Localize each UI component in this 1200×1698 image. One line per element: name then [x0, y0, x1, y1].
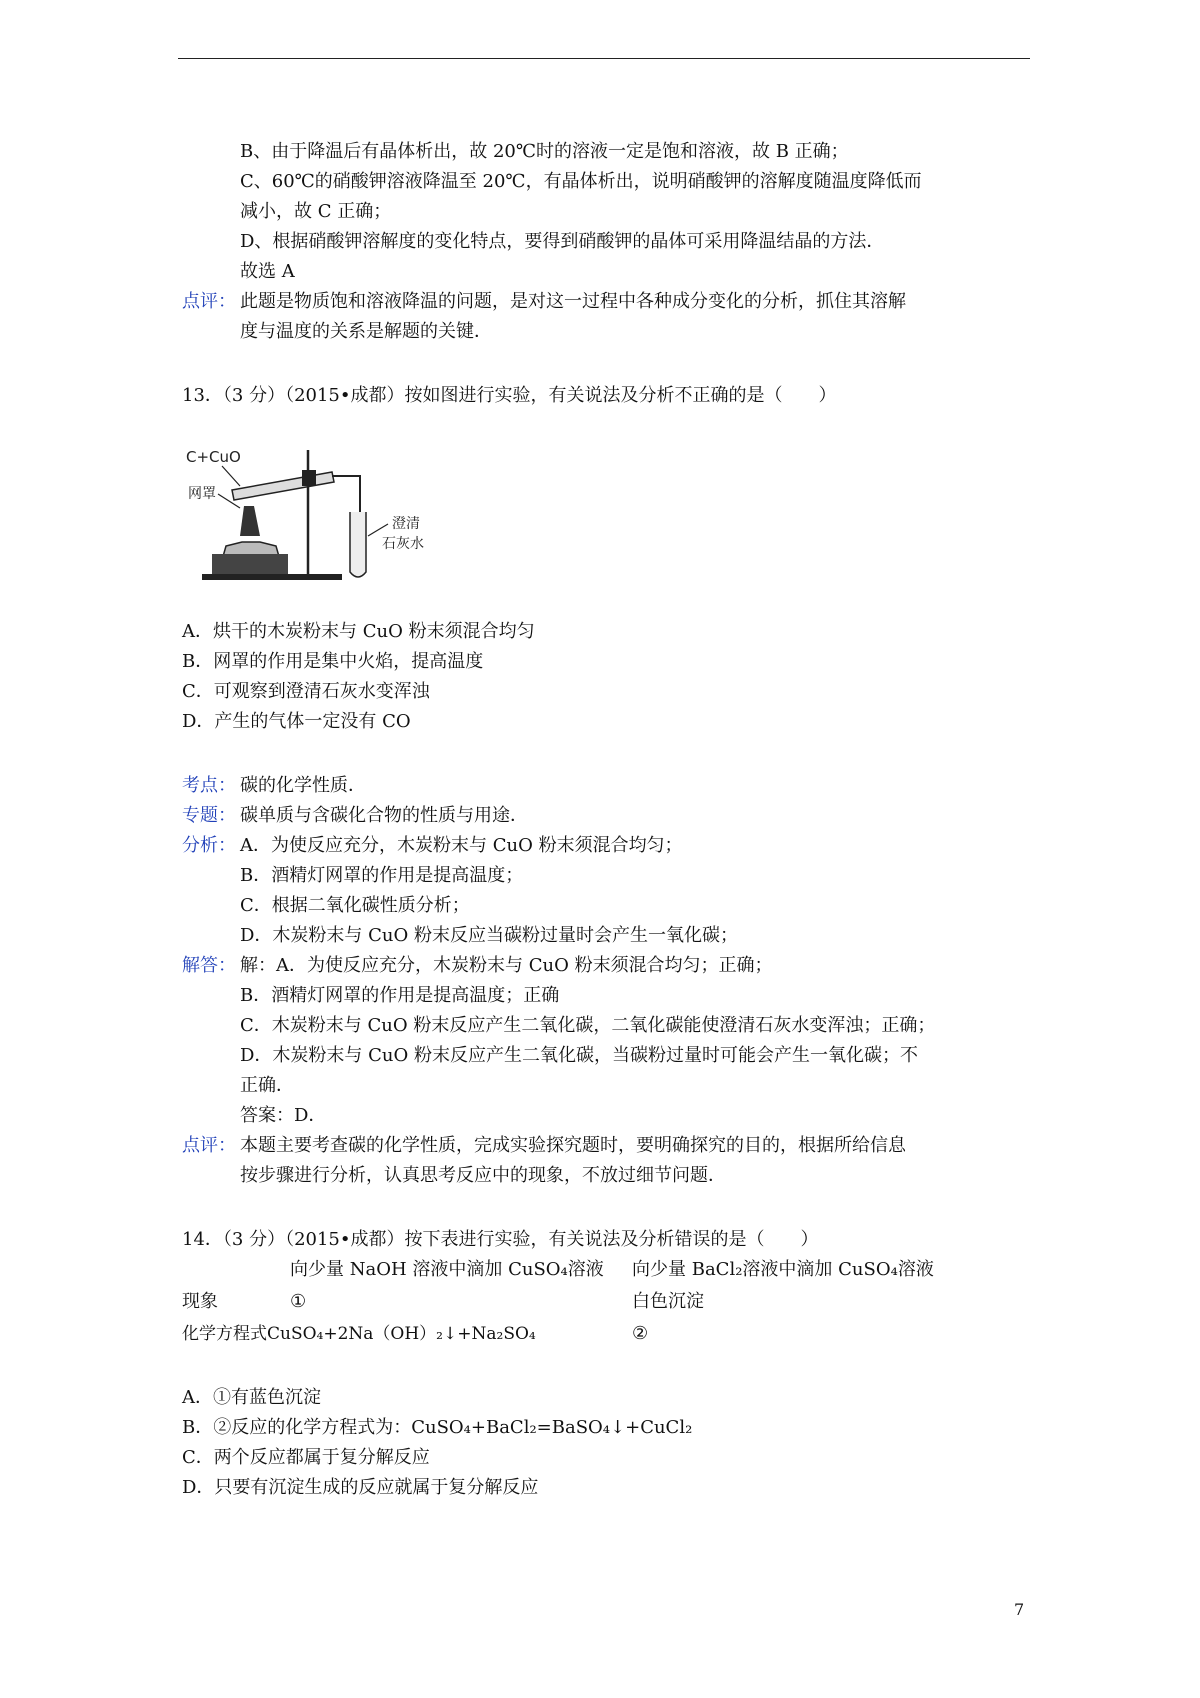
q14-row1-c1: ①: [290, 1291, 307, 1312]
fenxi-line: B．酒精灯网罩的作用是提高温度；: [240, 865, 524, 886]
q14-stem: 14．（3 分）（2015•成都）按下表进行实验，有关说法及分析错误的是（ ）: [182, 1229, 819, 1250]
figure-label-c-cuo: C+CuO: [186, 448, 241, 466]
prev-comment-line1: 此题是物质饱和溶液降温的问题，是对这一过程中各种成分变化的分析，抓住其溶解: [240, 291, 906, 312]
q13-option-b: B．网罩的作用是集中火焰，提高温度: [182, 651, 484, 672]
jieda-line: 解：A．为使反应充分，木炭粉末与 CuO 粉末须混合均匀；正确；: [240, 955, 773, 976]
prev-comment-label: 点评：: [182, 291, 236, 312]
header-rule: [178, 58, 1030, 59]
q14-row2-c2: ②: [632, 1323, 649, 1344]
label-leader-top: [222, 466, 240, 486]
prev-option-c-line1: C、60℃的硝酸钾溶液降温至 20℃，有晶体析出，说明硝酸钾的溶解度随温度降低而: [240, 171, 922, 192]
stand-base: [202, 574, 342, 580]
test-tube: [232, 472, 334, 500]
q14-row1-label: 现象: [182, 1291, 218, 1312]
q13-option-d: D．产生的气体一定没有 CO: [182, 711, 411, 732]
q14-option-c: C．两个反应都属于复分解反应: [182, 1447, 430, 1468]
prev-choose: 故选 A: [240, 261, 295, 282]
q13-comment-label: 点评：: [182, 1135, 236, 1156]
q14-row2-c1: CuSO₄+2Na（OH）₂↓+Na₂SO₄: [267, 1324, 536, 1344]
fenxi-label: 分析：: [182, 835, 236, 856]
q14-col1-header: 向少量 NaOH 溶液中滴加 CuSO₄溶液: [290, 1259, 604, 1280]
q14-row1-c2: 白色沉淀: [632, 1291, 704, 1312]
lime-water-tube: [350, 512, 366, 577]
q14-row2-label: 化学方程式: [182, 1324, 267, 1344]
q13-option-a: A．烘干的木炭粉末与 CuO 粉末须混合均匀: [182, 621, 535, 642]
zhuanti-label: 专题：: [182, 805, 236, 826]
q14-col2-header: 向少量 BaCl₂溶液中滴加 CuSO₄溶液: [632, 1259, 934, 1280]
q13-stem: 13．（3 分）（2015•成都）按如图进行实验，有关说法及分析不正确的是（ ）: [182, 385, 837, 406]
fenxi-line: C．根据二氧化碳性质分析；: [240, 895, 470, 916]
prev-option-b: B、由于降温后有晶体析出，故 20℃时的溶液一定是饱和溶液，故 B 正确；: [240, 141, 849, 162]
jieda-label: 解答：: [182, 955, 236, 976]
apparatus-figure: [182, 446, 482, 606]
prev-option-d: D、根据硝酸钾溶解度的变化特点，要得到硝酸钾的晶体可采用降温结晶的方法．: [240, 231, 885, 252]
q14-option-a: A．①有蓝色沉淀: [182, 1387, 321, 1408]
kaodian-label: 考点：: [182, 775, 236, 796]
label-leader-lime: [368, 524, 388, 536]
fenxi-line: D．木炭粉末与 CuO 粉末反应当碳粉过量时会产生一氧化碳；: [240, 925, 738, 946]
lamp-base: [212, 554, 288, 574]
page-number: 7: [1014, 1600, 1025, 1619]
jieda-line: D．木炭粉末与 CuO 粉末反应产生二氧化碳，当碳粉过量时可能会产生一氧化碳；不: [240, 1045, 918, 1066]
figure-label-net: 网罩: [188, 486, 216, 502]
prev-option-c-line2: 减小，故 C 正确；: [240, 201, 392, 222]
q14-option-d: D．只要有沉淀生成的反应就属于复分解反应: [182, 1477, 539, 1498]
jieda-line: B．酒精灯网罩的作用是提高温度；正确: [240, 985, 560, 1006]
zhuanti-text: 碳单质与含碳化合物的性质与用途．: [240, 805, 528, 826]
jieda-line: C．木炭粉末与 CuO 粉末反应产生二氧化碳，二氧化碳能使澄清石灰水变浑浊；正确；: [240, 1015, 936, 1036]
clamp: [302, 470, 316, 486]
jieda-line: 正确．: [240, 1075, 294, 1096]
jieda-answer: 答案：D．: [240, 1105, 327, 1126]
q13-comment-line1: 本题主要考查碳的化学性质，完成实验探究题时，要明确探究的目的，根据所给信息: [240, 1135, 906, 1156]
figure-label-lime-1: 澄清: [392, 516, 420, 532]
kaodian-text: 碳的化学性质．: [240, 775, 366, 796]
q13-option-c: C．可观察到澄清石灰水变浑浊: [182, 681, 430, 702]
figure-label-lime-2: 石灰水: [382, 536, 424, 552]
wire-net: [240, 506, 260, 536]
prev-comment-line2: 度与温度的关系是解题的关键．: [240, 321, 492, 342]
q14-option-b: B．②反应的化学方程式为：CuSO₄+BaCl₂=BaSO₄↓+CuCl₂: [182, 1417, 693, 1438]
fenxi-line: A．为使反应充分，木炭粉末与 CuO 粉末须混合均匀；: [240, 835, 683, 856]
q13-comment-line2: 按步骤进行分析，认真思考反应中的现象，不放过细节问题．: [240, 1165, 726, 1186]
